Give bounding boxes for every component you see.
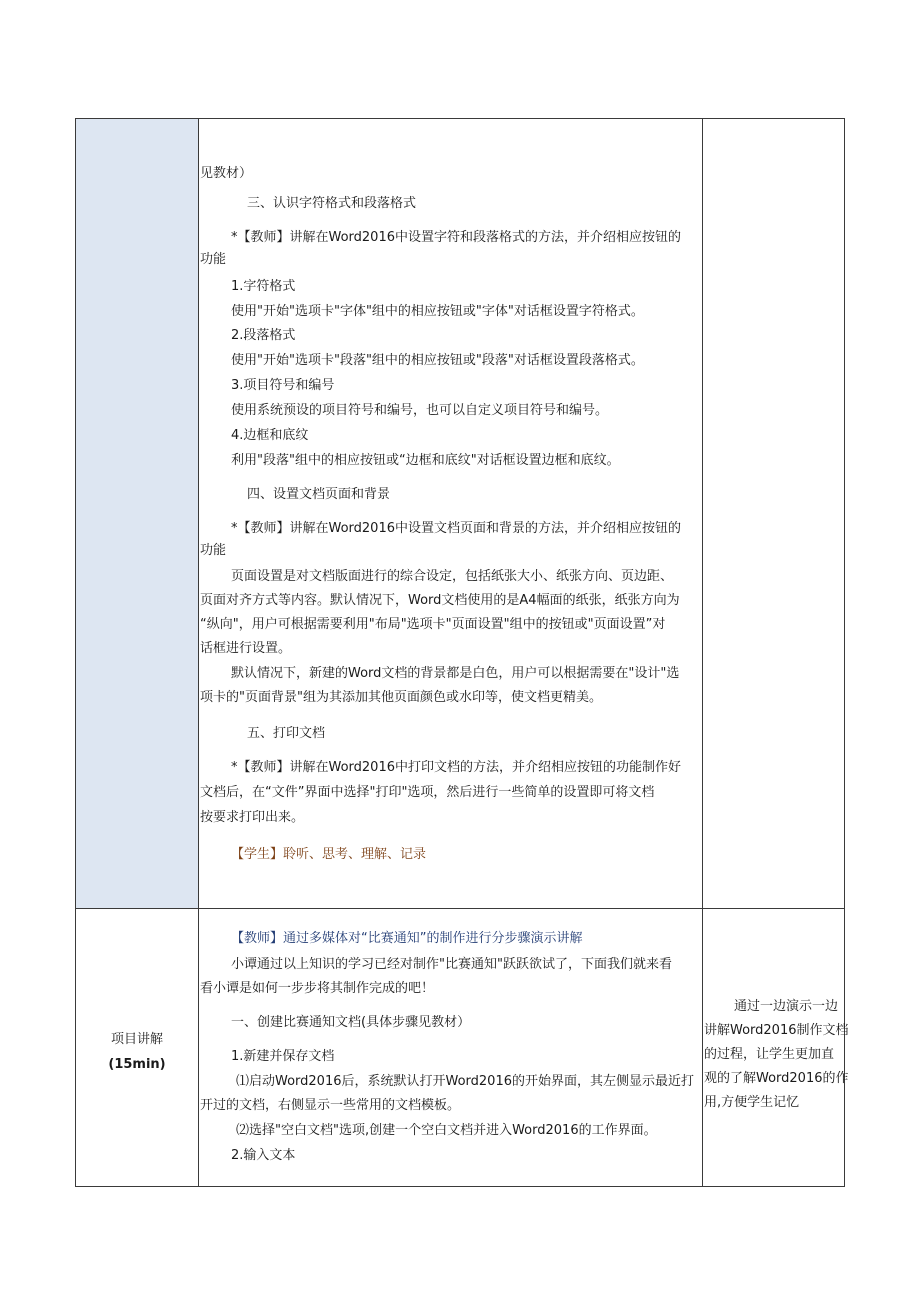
section-heading: 一、创建比赛通知文档(具体步骤见教材）: [231, 1015, 471, 1030]
row2-title: 项目讲解: [110, 1032, 163, 1047]
text-line: 小谭通过以上知识的学习已经对制作"比赛通知"跃跃欲试了，下面我们就来看: [231, 957, 672, 972]
text-line: “纵向"，用户可根据需要利用"布局"选项卡"页面设置"组中的按钮或"页面设置”对: [200, 617, 666, 632]
text-line: *【教师】讲解在Word2016中设置文档页面和背景的方法，并介绍相应按钮的: [231, 521, 681, 536]
text-line: 使用系统预设的项目符号和编号，也可以自定义项目符号和编号。: [231, 403, 609, 418]
list-heading: 3.项目符号和编号: [231, 378, 335, 393]
design-intent-line: 的过程，让学生更加直: [704, 1047, 835, 1062]
text-line: 功能: [200, 252, 227, 267]
list-heading: 2.段落格式: [231, 328, 296, 343]
column-divider: [198, 119, 199, 1186]
text-line: 话框进行设置。: [200, 641, 292, 656]
section-heading: 四、设置文档页面和背景: [247, 487, 391, 502]
column-divider: [702, 119, 703, 1186]
text-line: 功能: [200, 543, 227, 558]
text-line: ⑵选择"空白文档"选项,创建一个空白文档并进入Word2016的工作界面。: [236, 1123, 657, 1138]
section-heading: 五、打印文档: [247, 726, 326, 741]
row-divider: [76, 908, 844, 909]
text-line: *【教师】讲解在Word2016中打印文档的方法，并介绍相应按钮的功能制作好: [231, 760, 681, 775]
text-line: *【教师】讲解在Word2016中设置字符和段落格式的方法，并介绍相应按钮的: [231, 230, 681, 245]
text-line: 使用"开始"选项卡"字体"组中的相应按钮或"字体"对话框设置字符格式。: [231, 304, 644, 319]
text-line: ⑴启动Word2016后，系统默认打开Word2016的开始界面，其左侧显示最近打: [236, 1074, 694, 1089]
list-heading: 1.字符格式: [231, 279, 296, 294]
design-intent-line: 讲解Word2016制作文档: [704, 1023, 849, 1038]
list-heading: 1.新建并保存文档: [231, 1049, 335, 1064]
design-intent-line: 通过一边演示一边: [734, 999, 839, 1014]
text-line: 使用"开始"选项卡"段落"组中的相应按钮或"段落"对话框设置段落格式。: [231, 353, 644, 368]
teacher-demo: 【教师】通过多媒体对“比赛通知”的制作进行分步骤演示讲解: [231, 931, 583, 946]
row2-time: (15min): [108, 1057, 166, 1072]
student-activity: 【学生】聆听、思考、理解、记录: [231, 847, 427, 862]
text-line: 页面设置是对文档版面进行的综合设定，包括纸张大小、纸张方向、页边距、: [231, 569, 674, 584]
text-line: 见教材）: [200, 166, 253, 181]
design-intent-line: 用,方便学生记忆: [704, 1095, 800, 1110]
text-line: 文档后，在“文件”界面中选择"打印"选项，然后进行一些简单的设置即可将文档: [200, 785, 655, 800]
text-line: 利用"段落"组中的相应按钮或“边框和底纹"对话框设置边框和底纹。: [231, 453, 620, 468]
text-line: 按要求打印出来。: [200, 810, 305, 825]
design-intent-line: 观的了解Word2016的作: [704, 1071, 849, 1086]
section-heading: 三、认识字符格式和段落格式: [247, 196, 417, 211]
row1-left-cell: [76, 119, 198, 908]
text-line: 项卡的"页面背景"组为其添加其他页面颜色或水印等，使文档更精美。: [200, 690, 602, 705]
text-line: 页面对齐方式等内容。默认情况下，Word文档使用的是A4幅面的纸张，纸张方向为: [200, 593, 680, 608]
text-line: 看小谭是如何一步步将其制作完成的吧！: [200, 981, 435, 996]
list-heading: 2.输入文本: [231, 1148, 296, 1163]
text-line: 默认情况下，新建的Word文档的背景都是白色，用户可以根据需要在"设计"选: [231, 666, 680, 681]
text-line: 开过的文档，右侧显示一些常用的文档模板。: [200, 1098, 461, 1113]
list-heading: 4.边框和底纹: [231, 428, 309, 443]
lesson-table: [75, 118, 849, 1187]
